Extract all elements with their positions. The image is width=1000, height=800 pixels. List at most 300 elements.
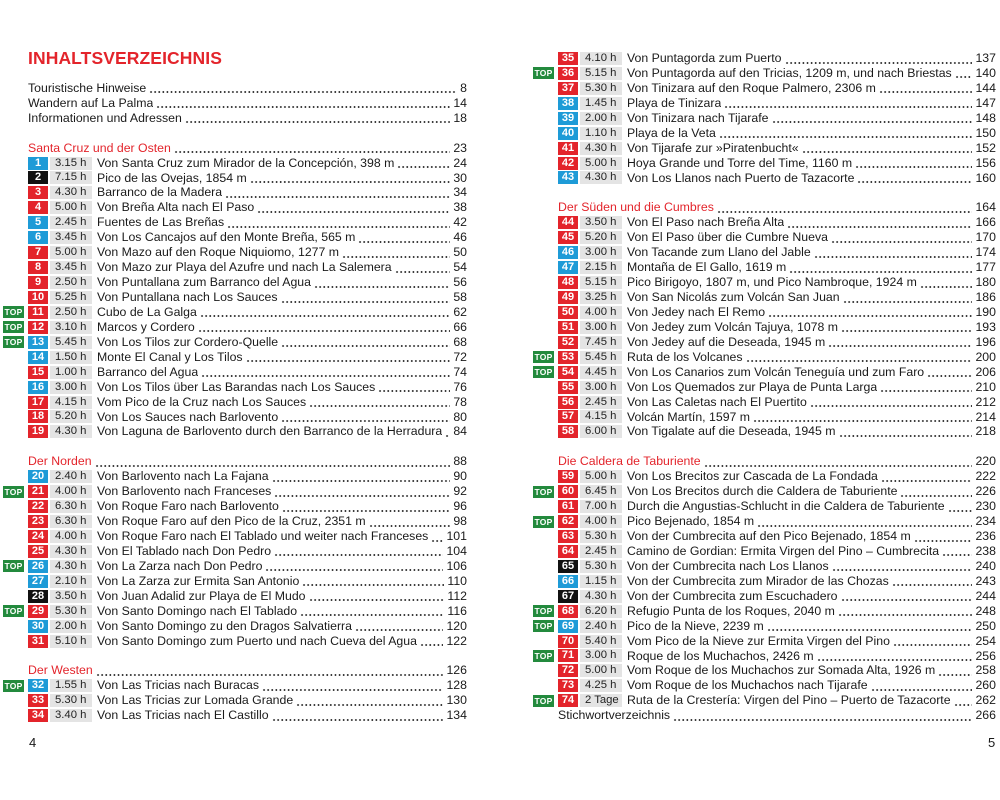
page-number: 196	[975, 334, 996, 349]
tour-title: Montaña de El Gallo, 1619 m	[627, 260, 787, 275]
toc-entry	[558, 499, 996, 514]
page-number: 160	[975, 170, 996, 185]
dot-leader	[746, 360, 973, 362]
top-badge: TOP	[534, 651, 553, 661]
page-number: 150	[975, 125, 996, 140]
tour-number-badge: 38	[558, 97, 578, 110]
tour-title: Von Jedey nach El Remo	[627, 304, 766, 319]
tour-number-badge: 12	[28, 321, 48, 334]
dot-leader	[724, 106, 972, 108]
page-number: 62	[453, 304, 467, 319]
tour-number-badge: 39	[558, 112, 578, 125]
page-number: 92	[453, 484, 467, 499]
dot-leader	[717, 211, 973, 213]
page-number: 212	[975, 394, 996, 409]
tour-number-badge: 18	[28, 410, 48, 423]
section-title: Der Norden	[28, 454, 92, 469]
tour-number-badge: 32	[28, 679, 48, 692]
walking-time: 4.15 h	[580, 410, 622, 423]
toc-entry	[28, 619, 467, 634]
dot-leader	[378, 390, 450, 392]
walking-time: 1.55 h	[50, 679, 92, 692]
page-number: 156	[975, 155, 996, 170]
tour-number-badge: 21	[28, 485, 48, 498]
walking-time: 4.00 h	[50, 530, 92, 543]
page-number: 193	[975, 319, 996, 334]
page-number: 120	[446, 618, 467, 633]
dot-leader	[914, 540, 973, 542]
walking-time: 5.30 h	[580, 82, 622, 95]
tour-title: Von Los Brecitos durch die Caldera de Taburiente	[627, 484, 898, 499]
walking-time: 7.45 h	[580, 336, 622, 349]
dot-leader	[927, 375, 972, 377]
tour-number-badge: 24	[28, 530, 48, 543]
tour-title: Von der Cumbrecita nach Los Llanos	[627, 558, 829, 573]
tour-number-badge: 54	[558, 366, 578, 379]
walking-time: 5.30 h	[50, 605, 92, 618]
page-number: 222	[975, 469, 996, 484]
page-number: 104	[446, 543, 467, 558]
tour-number-badge: 35	[558, 52, 578, 65]
tour-number-badge: 57	[558, 410, 578, 423]
page-number: 46	[453, 230, 467, 245]
tour-title: Pico Birigoyo, 1807 m, und Pico Nambroque, 1924 m	[627, 275, 917, 290]
toc-entry	[28, 634, 467, 649]
walking-time: 1.15 h	[580, 575, 622, 588]
tour-number-badge: 30	[28, 620, 48, 633]
walking-time: 6.30 h	[50, 500, 92, 513]
dot-leader	[704, 465, 973, 467]
page-number: 144	[975, 80, 996, 95]
page-number: 266	[975, 708, 996, 723]
walking-time: 6.00 h	[580, 425, 622, 438]
dot-leader	[296, 704, 443, 706]
dot-leader	[149, 91, 457, 93]
dot-leader	[787, 226, 972, 228]
toc-entry	[28, 395, 467, 410]
walking-time: 4.15 h	[50, 396, 92, 409]
walking-time: 5.00 h	[580, 664, 622, 677]
tour-number-badge: 70	[558, 635, 578, 648]
tour-number-badge: 17	[28, 396, 48, 409]
page-number: 34	[453, 185, 467, 200]
walking-time: 2.45 h	[580, 396, 622, 409]
tour-number-badge: 45	[558, 231, 578, 244]
page-number: 220	[975, 454, 996, 469]
front-matter-entry	[28, 111, 467, 126]
tour-title: Marcos y Cordero	[97, 319, 195, 334]
dot-leader	[857, 181, 972, 183]
toc-entry	[28, 290, 467, 305]
dot-leader	[757, 525, 972, 527]
page-number: 112	[447, 588, 467, 603]
dot-leader	[871, 689, 973, 691]
toc-entry	[28, 260, 467, 275]
toc-entry	[28, 529, 467, 544]
tour-number-badge: 55	[558, 381, 578, 394]
dot-leader	[300, 614, 444, 616]
dot-leader	[920, 286, 973, 288]
toc-entry	[558, 380, 996, 395]
tour-number-badge: 40	[558, 127, 578, 140]
toc-entry	[558, 305, 996, 320]
walking-time: 6.30 h	[50, 515, 92, 528]
tour-title: Von Los Brecitos zur Cascada de La Fondada	[627, 469, 878, 484]
walking-time: 4.30 h	[50, 425, 92, 438]
tour-number-badge: 62	[558, 515, 578, 528]
tour-title: Von Tijarafe zur »Piratenbucht«	[627, 140, 799, 155]
dot-leader	[431, 540, 443, 542]
walking-time: 4.30 h	[580, 142, 622, 155]
tour-title: Von Tinizara nach Tijarafe	[627, 110, 769, 125]
tour-title: Von Los Tilos über Las Barandas nach Los Sauces	[97, 379, 376, 394]
tour-title: Ruta de los Volcanes	[627, 349, 743, 364]
tour-number-badge: 67	[558, 590, 578, 603]
page-number: 258	[975, 663, 996, 678]
walking-time: 3.00 h	[580, 246, 622, 259]
toc-entry	[558, 529, 996, 544]
dot-leader	[855, 166, 972, 168]
toc-entry	[558, 156, 996, 171]
page-number: 152	[975, 140, 996, 155]
walking-time: 2 Tage	[580, 694, 622, 707]
walking-time: 4.45 h	[580, 366, 622, 379]
tour-number-badge: 33	[28, 694, 48, 707]
top-badge: TOP	[534, 367, 553, 378]
tour-number-badge: 50	[558, 306, 578, 319]
tour-title: Von Mazo auf den Roque Niquiomo, 1277 m	[97, 245, 339, 260]
top-badge: TOP	[4, 680, 23, 691]
tour-number-badge: 4	[28, 201, 48, 214]
toc-entry	[558, 141, 996, 156]
tour-number-badge: 34	[28, 709, 48, 722]
page-number: 262	[975, 693, 996, 708]
dot-leader	[810, 405, 973, 407]
walking-time: 7.15 h	[50, 171, 92, 184]
toc-entry	[558, 245, 996, 260]
walking-time: 4.00 h	[580, 515, 622, 528]
walking-time: 2.00 h	[50, 620, 92, 633]
toc-entry	[558, 634, 996, 649]
dot-leader	[156, 106, 450, 108]
tour-title: Von Juan Adalid zur Playa de El Mudo	[97, 588, 306, 603]
tour-title: Von San Nicolás zum Volcán San Juan	[627, 290, 840, 304]
walking-time: 6.45 h	[580, 485, 622, 498]
page-number: 88	[453, 454, 467, 469]
page-number: 248	[975, 603, 996, 618]
dot-leader	[785, 62, 973, 64]
page-number: 230	[975, 499, 996, 514]
page-number: 140	[975, 65, 996, 80]
tour-number-badge: 37	[558, 82, 578, 95]
tour-number-badge: 16	[28, 381, 48, 394]
tour-title: Camino de Gordian: Ermita Virgen del Pino – Cumbrecita	[627, 543, 940, 558]
page-number: 244	[975, 588, 996, 603]
toc-entry	[534, 514, 996, 529]
dot-leader	[445, 435, 450, 437]
dot-leader	[879, 91, 973, 93]
tour-number-badge: 48	[558, 276, 578, 289]
walking-time: 5.00 h	[50, 246, 92, 259]
tour-title: Von La Zarza nach Don Pedro	[97, 558, 263, 573]
tour-number-badge: 6	[28, 231, 48, 244]
tour-title: Von Las Tricias nach Buracas	[97, 678, 259, 693]
tour-number-badge: 25	[28, 545, 48, 558]
dot-leader	[948, 510, 973, 512]
walking-time: 4.00 h	[50, 485, 92, 498]
dot-leader	[900, 495, 972, 497]
toc-entry	[4, 484, 467, 499]
walking-time: 1.00 h	[50, 366, 92, 379]
dot-leader	[250, 181, 451, 183]
walking-time: 4.30 h	[580, 590, 622, 603]
walking-time: 5.25 h	[50, 291, 92, 304]
toc-entry	[558, 111, 996, 126]
tour-title: Von Puntallana nach Los Sauces	[97, 290, 278, 304]
page-number: 76	[453, 379, 467, 394]
dot-leader	[281, 345, 450, 347]
walking-time: 1.50 h	[50, 351, 92, 364]
dot-leader	[274, 554, 443, 556]
page-number: 210	[975, 379, 996, 394]
page-number: 130	[446, 693, 467, 708]
walking-time: 2.15 h	[580, 261, 622, 274]
walking-time: 4.30 h	[50, 560, 92, 573]
tour-number-badge: 61	[558, 500, 578, 513]
tour-number-badge: 7	[28, 246, 48, 259]
toc-entry	[534, 484, 996, 499]
dot-leader	[369, 525, 451, 527]
tour-number-badge: 26	[28, 560, 48, 573]
walking-time: 5.00 h	[50, 201, 92, 214]
page-number: 180	[975, 275, 996, 290]
dot-leader	[227, 226, 450, 228]
tour-number-badge: 5	[28, 216, 48, 229]
page-number: 8	[460, 80, 467, 95]
tour-title: Von Los Quemados zur Playa de Punta Larga	[627, 379, 878, 394]
page-number: 238	[975, 543, 996, 558]
tour-title: Von der Cumbrecita auf den Pico Bejenado, 1854 m	[627, 529, 911, 543]
page-number: 14	[453, 95, 467, 110]
dot-leader	[272, 719, 444, 721]
toc-entry	[28, 156, 467, 171]
walking-time: 5.30 h	[580, 530, 622, 543]
toc-entry	[534, 364, 996, 380]
page-number: 126	[446, 663, 467, 678]
walking-time: 5.40 h	[580, 635, 622, 648]
toc-entry	[534, 603, 996, 619]
tour-title: Monte El Canal y Los Tilos	[97, 349, 243, 364]
page-number: 38	[453, 200, 467, 215]
tour-title: Von Santa Cruz zum Mirador de la Concepción, 398 m	[97, 155, 395, 170]
dot-leader	[262, 689, 443, 691]
page-number: 110	[447, 573, 467, 588]
page-number: 200	[975, 349, 996, 364]
top-badge: TOP	[4, 606, 23, 617]
walking-time: 3.45 h	[50, 261, 92, 274]
tour-title: Von Jedey zum Volcán Tajuya, 1078 m	[627, 319, 839, 334]
toc-entry	[28, 365, 467, 380]
page-number: 68	[453, 334, 467, 349]
tour-title: Von Tinizara auf den Roque Palmero, 2306 m	[627, 80, 876, 95]
page-number: 250	[975, 618, 996, 633]
tour-number-badge: 47	[558, 261, 578, 274]
toc-entry	[28, 424, 467, 439]
tour-number-badge: 43	[558, 171, 578, 184]
page-number: 170	[975, 230, 996, 245]
tour-title: Von Puntagorda auf den Tricias, 1209 m, und nach Briestas	[627, 65, 952, 80]
walking-time: 5.00 h	[580, 157, 622, 170]
tour-number-badge: 13	[28, 336, 48, 349]
page-number: 116	[447, 603, 467, 618]
page-number: 122	[446, 633, 467, 648]
toc-entry	[28, 514, 467, 529]
walking-time: 5.45 h	[50, 336, 92, 349]
top-badge: TOP	[534, 516, 553, 527]
walking-time: 2.40 h	[50, 470, 92, 483]
toc-title: INHALTSVERZEICHNIS	[28, 48, 222, 68]
tour-title: Von Las Caletas nach El Puertito	[627, 394, 807, 409]
dot-leader	[314, 286, 450, 288]
tour-number-badge: 15	[28, 366, 48, 379]
page-number-right: 5	[988, 735, 996, 750]
tour-number-badge: 60	[558, 485, 578, 498]
tour-title: Von Roque Faro nach Barlovento	[97, 499, 279, 514]
page-number: 98	[453, 514, 467, 529]
tour-number-badge: 65	[558, 560, 578, 573]
tour-title: Cubo de La Galga	[97, 304, 197, 319]
walking-time: 1.10 h	[580, 127, 622, 140]
toc-entry	[28, 469, 467, 484]
toc-entry	[28, 574, 467, 589]
tour-title: Von Tigalate auf die Deseada, 1945 m	[627, 424, 836, 439]
tour-number-badge: 58	[558, 425, 578, 438]
toc-entry	[28, 499, 467, 514]
tour-title: Von Roque Faro nach El Tablado und weiter nach Franceses	[97, 529, 429, 543]
page-number: 30	[453, 170, 467, 185]
page-number: 50	[453, 245, 467, 260]
tour-title: Barranco del Agua	[97, 364, 199, 379]
dot-leader	[955, 76, 973, 78]
toc-entry	[28, 708, 467, 723]
dot-leader	[817, 659, 973, 661]
walking-time: 5.15 h	[580, 276, 622, 289]
walking-time: 2.45 h	[580, 545, 622, 558]
front-matter-label: Informationen und Adressen	[28, 110, 182, 125]
tour-title: Playa de la Veta	[627, 125, 716, 140]
tour-title: Vom Roque de los Muchachos nach Tijarafe	[627, 678, 868, 693]
spacer	[28, 66, 467, 81]
dot-leader	[397, 166, 450, 168]
walking-time: 6.20 h	[580, 605, 622, 618]
toc-entry	[28, 200, 467, 215]
tour-number-badge: 41	[558, 142, 578, 155]
dot-leader	[200, 315, 450, 317]
dot-leader	[342, 256, 450, 258]
tour-title: Von Puntallana zum Barranco del Agua	[97, 275, 311, 290]
dot-leader	[185, 121, 450, 123]
page-number: 214	[975, 409, 996, 424]
page-number: 23	[453, 140, 467, 155]
top-badge: TOP	[4, 561, 23, 572]
tour-number-badge: 59	[558, 470, 578, 483]
walking-time: 2.10 h	[50, 575, 92, 588]
tour-number-badge: 66	[558, 575, 578, 588]
dot-leader	[841, 599, 973, 601]
dot-leader	[355, 629, 444, 631]
tour-title: Von Santo Domingo zum Puerto und nach Cueva del Agua	[97, 633, 417, 648]
index-entry	[558, 708, 996, 723]
tour-title: Von Las Tricias zur Lomada Grande	[97, 693, 294, 708]
toc-entry	[558, 335, 996, 350]
dot-leader	[673, 719, 972, 721]
section-heading	[558, 454, 996, 469]
walking-time: 4.30 h	[50, 186, 92, 199]
tour-title: Playa de Tinizara	[627, 95, 722, 110]
dot-leader	[420, 644, 444, 646]
top-badge: TOP	[534, 486, 553, 497]
walking-time: 3.40 h	[50, 709, 92, 722]
toc-entry	[28, 589, 467, 604]
tour-title: Von Los Canarios zum Volcán Teneguía und zum Faro	[627, 364, 925, 379]
dot-leader	[265, 569, 443, 571]
page-number: 96	[453, 499, 467, 514]
tour-title: Roque de los Muchachos, 2426 m	[627, 648, 814, 663]
page-number: 58	[453, 290, 467, 304]
tour-number-badge: 71	[558, 649, 578, 662]
toc-entry	[4, 558, 467, 574]
tour-title: Von Barlovento nach La Fajana	[97, 469, 269, 484]
walking-time: 3.00 h	[580, 321, 622, 334]
page-number: 206	[975, 364, 996, 379]
walking-time: 4.25 h	[580, 679, 622, 692]
tour-number-badge: 14	[28, 351, 48, 364]
toc-entry	[534, 648, 996, 664]
toc-entry	[558, 574, 996, 589]
spacer	[558, 439, 996, 454]
toc-entry	[558, 589, 996, 604]
toc-entry	[558, 320, 996, 335]
toc-entry	[4, 678, 467, 693]
section-title: Der Süden und die Cumbres	[558, 200, 714, 215]
toc-entry	[558, 290, 996, 305]
tour-number-badge: 52	[558, 336, 578, 349]
top-badge: TOP	[534, 621, 553, 632]
dot-leader	[282, 510, 450, 512]
dot-leader	[954, 704, 973, 706]
tour-title: Volcán Martín, 1597 m	[627, 409, 751, 424]
walking-time: 5.20 h	[580, 231, 622, 244]
tour-number-badge: 49	[558, 291, 578, 304]
toc-entry	[558, 559, 996, 574]
page-number: 54	[453, 260, 467, 275]
toc-entry	[534, 693, 996, 708]
toc-entry	[28, 544, 467, 559]
page-number: 106	[446, 558, 467, 573]
tour-number-badge: 53	[558, 351, 578, 364]
dot-leader	[942, 554, 972, 556]
front-matter-label: Wandern auf La Palma	[28, 95, 154, 110]
toc-entry	[28, 275, 467, 290]
page-number: 90	[453, 469, 467, 484]
tour-title: Refugio Punta de los Roques, 2040 m	[627, 603, 835, 618]
walking-time: 5.00 h	[580, 470, 622, 483]
front-matter-entry	[28, 96, 467, 111]
section-title: Der Westen	[28, 663, 93, 678]
dot-leader	[768, 315, 972, 317]
page-number: 148	[975, 110, 996, 125]
dot-leader	[302, 584, 444, 586]
